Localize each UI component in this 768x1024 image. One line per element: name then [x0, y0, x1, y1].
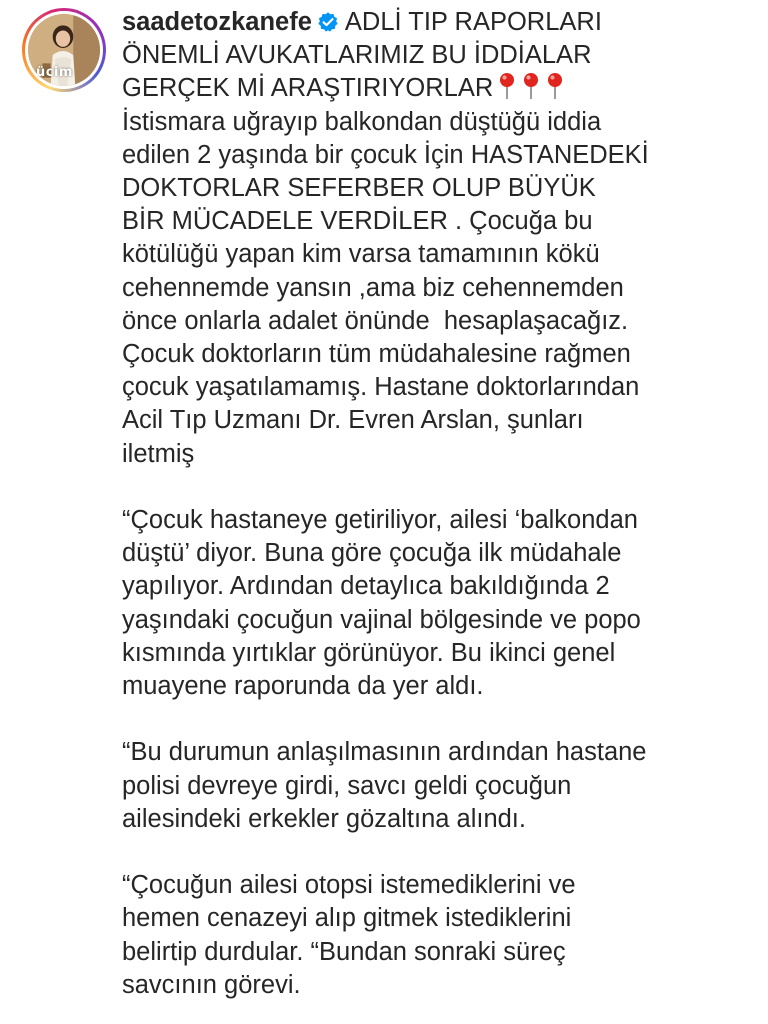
caption-line: kötülüğü yapan kim varsa tamamının kökü	[122, 240, 600, 269]
caption-line: önce onlarla adalet önünde hesaplaşacağız.	[122, 306, 629, 335]
caption-line: iletmiş	[122, 439, 195, 468]
caption-line: Çocuk doktorların tüm müdahalesine rağmen	[122, 340, 631, 369]
paragraph-break	[122, 471, 758, 504]
caption-line: İstismara uğrayıp balkondan düştüğü iddia	[122, 107, 602, 136]
caption-line-with-pins	[122, 72, 758, 105]
caption-line: “Bu durumun anlaşılmasının ardından hastane	[122, 738, 647, 767]
caption-line: hemen cenazeyi alıp gitmek istediklerini	[122, 904, 572, 933]
caption-line: yaşındaki çocuğun vajinal bölgesinde ve popo	[122, 605, 641, 634]
caption-line: polisi devreye girdi, savcı geldi çocuğun	[122, 771, 572, 800]
caption-line: belirtip durdular. “Bundan sonraki süreç	[122, 937, 566, 966]
caption-line: muayene raporunda da yer aldı.	[122, 672, 484, 701]
caption-header-line	[122, 6, 758, 39]
avatar-image	[28, 14, 100, 86]
paragraph-break	[122, 836, 758, 869]
profile-avatar[interactable]	[22, 8, 106, 92]
caption-line: cehennemde yansın ,ama biz cehennemden	[122, 273, 624, 302]
avatar-ring	[25, 11, 103, 89]
verified-badge-icon	[317, 11, 339, 33]
caption-line: Acil Tıp Uzmanı Dr. Evren Arslan, şunları	[122, 406, 584, 435]
caption-line: çocuk yaşatılamamış. Hastane doktorlarından	[122, 373, 640, 402]
caption-line: kısmında yırtıklar görünüyor. Bu ikinci genel	[122, 638, 616, 667]
caption-line: BİR MÜCADELE VERDİLER . Çocuğa bu	[122, 207, 593, 236]
caption-line: savcının görevi.	[122, 970, 301, 999]
caption-line: edilen 2 yaşında bir çocuk İçin HASTANEDEKİ	[122, 140, 649, 169]
round-pushpin-icon	[545, 72, 565, 100]
caption-line: ailesindeki erkekler gözaltına alındı.	[122, 804, 526, 833]
caption-text	[122, 6, 758, 1002]
round-pushpin-icon	[521, 72, 541, 100]
caption-line: “Çocuğun ailesi otopsi istemediklerini ve	[122, 871, 576, 900]
caption-line: “Çocuk hastaneye getiriliyor, ailesi ‘balkondan	[122, 506, 638, 535]
username-link[interactable]: saadetozkanefe	[122, 8, 312, 36]
paragraph-break	[122, 703, 758, 736]
caption-line: yapılıyor. Ardından detaylıca bakıldığında 2	[122, 572, 610, 601]
caption-line: ÖNEMLİ AVUKATLARIMIZ BU İDDİALAR	[122, 41, 592, 70]
caption-line: DOKTORLAR SEFERBER OLUP BÜYÜK	[122, 174, 596, 203]
caption-line: düştü’ diyor. Buna göre çocuğa ilk müdahale	[122, 539, 622, 568]
avatar-sticker-text: ücim	[36, 65, 73, 80]
caption-line-text: GERÇEK Mİ ARAŞTIRIYORLAR	[122, 74, 494, 103]
caption-header-text: ADLİ TIP RAPORLARI	[344, 8, 602, 36]
round-pushpin-icon	[497, 72, 517, 100]
